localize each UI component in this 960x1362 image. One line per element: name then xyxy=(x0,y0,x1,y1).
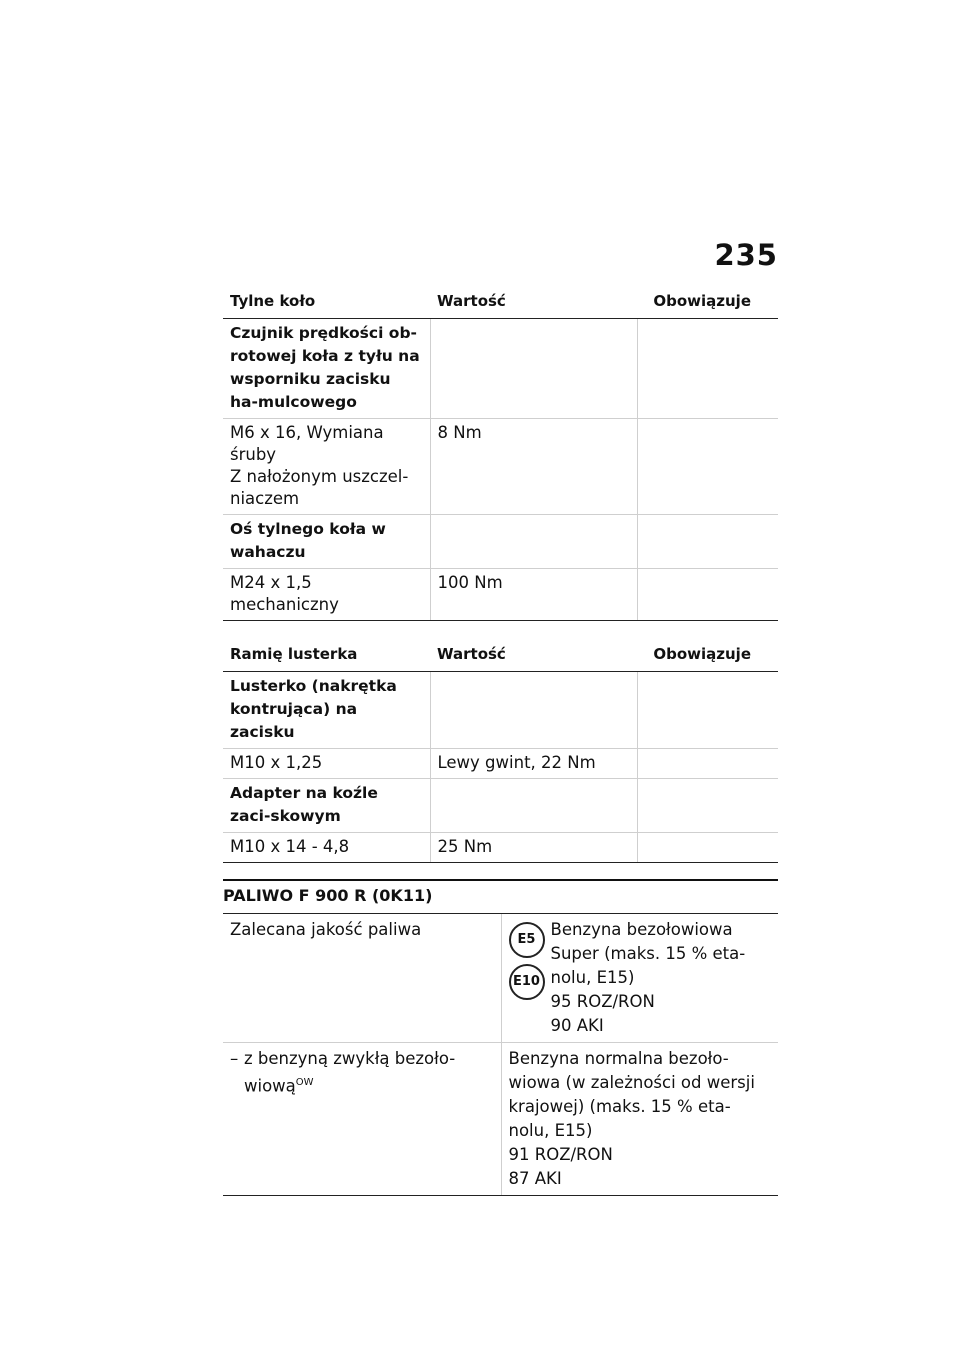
value-cell: 25 Nm xyxy=(430,833,637,863)
fuel-spec-line: nolu, E15) xyxy=(550,968,635,987)
group-label: Adapter na koźle zaci-skowym xyxy=(223,779,430,833)
applies-cell xyxy=(637,779,778,833)
table-row xyxy=(223,319,778,419)
spec-line: M6 x 16, Wymiana xyxy=(230,423,384,442)
spec-line: śruby xyxy=(230,445,277,464)
fuel-spec-line: Benzyna bezołowiowa xyxy=(550,920,733,939)
table-row xyxy=(223,515,778,569)
table-row xyxy=(223,833,778,863)
dash-bullet: – xyxy=(230,1049,239,1068)
value-cell xyxy=(430,515,637,569)
fuel-spec-line: nolu, E15) xyxy=(508,1121,593,1140)
footnote-marker: OW xyxy=(295,1077,314,1088)
applies-cell xyxy=(637,419,778,515)
table-row xyxy=(223,749,778,779)
fuel-label-cell xyxy=(223,1043,501,1196)
fuel-spec-line: 87 AKI xyxy=(508,1169,562,1188)
value-cell xyxy=(430,672,637,749)
spec-line: mechaniczny xyxy=(230,595,339,614)
fuel-spec-line: 91 ROZ/RON xyxy=(508,1145,613,1164)
fuel-label: Zalecana jakość paliwa xyxy=(223,914,501,1043)
fuel-spec-line: 95 ROZ/RON xyxy=(550,992,655,1011)
column-header: Tylne koło xyxy=(223,286,430,319)
table-row xyxy=(223,419,778,515)
spec-line: M24 x 1,5 xyxy=(230,573,312,592)
section-title: PALIWO F 900 R (0K11) xyxy=(223,879,778,913)
page-content xyxy=(223,286,778,1196)
fuel-value xyxy=(509,918,773,1038)
value-cell: 100 Nm xyxy=(430,569,637,621)
column-header: Obowiązuje xyxy=(637,639,778,672)
dash-list-item xyxy=(230,1047,495,1099)
fuel-spec-line: Super (maks. 15 % eta- xyxy=(550,944,746,963)
fuel-spec-line: Benzyna normalna bezoło- xyxy=(508,1049,729,1068)
applies-cell xyxy=(637,833,778,863)
fuel-spec-line: 90 AKI xyxy=(550,1016,604,1035)
fuel-spec-text xyxy=(551,918,746,1038)
rear-wheel-table xyxy=(223,286,778,621)
group-label: Lusterko (nakrętka kontrująca) na zacisku xyxy=(223,672,430,749)
spec-line: niaczem xyxy=(230,489,300,508)
table-row xyxy=(223,569,778,621)
column-header: Ramię lusterka xyxy=(223,639,430,672)
fuel-label-text: z benzyną zwykłą bezoło-wiową xyxy=(244,1049,456,1096)
value-cell xyxy=(430,779,637,833)
fuel-value-cell xyxy=(501,914,778,1043)
spec-cell: M10 x 14 - 4,8 xyxy=(223,833,430,863)
applies-cell xyxy=(637,515,778,569)
applies-cell xyxy=(637,672,778,749)
applies-cell xyxy=(637,319,778,419)
mirror-arm-table xyxy=(223,639,778,863)
e10-fuel-icon: E10 xyxy=(509,964,545,1000)
fuel-label xyxy=(244,1047,495,1099)
column-header: Obowiązuje xyxy=(637,286,778,319)
value-cell xyxy=(430,319,637,419)
e5-fuel-icon: E5 xyxy=(509,922,545,958)
spec-cell xyxy=(223,569,430,621)
fuel-badges xyxy=(509,918,545,1038)
table-row xyxy=(223,672,778,749)
spec-cell xyxy=(223,419,430,515)
column-header: Wartość xyxy=(430,286,637,319)
fuel-table xyxy=(223,913,778,1196)
spec-cell: M10 x 1,25 xyxy=(223,749,430,779)
table-row xyxy=(223,1043,778,1196)
table-row xyxy=(223,914,778,1043)
group-label: Oś tylnego koła w wahaczu xyxy=(223,515,430,569)
page-number: 235 xyxy=(714,238,778,272)
fuel-spec-line: krajowej) (maks. 15 % eta- xyxy=(508,1097,731,1116)
fuel-spec-line: wiowa (w zależności od wersji xyxy=(508,1073,755,1092)
table-row xyxy=(223,779,778,833)
table-header xyxy=(223,286,778,319)
table-header xyxy=(223,639,778,672)
value-cell: 8 Nm xyxy=(430,419,637,515)
spec-line: Z nałożonym uszczel- xyxy=(230,467,409,486)
spacer xyxy=(223,621,778,639)
fuel-value-cell xyxy=(501,1043,778,1196)
applies-cell xyxy=(637,569,778,621)
applies-cell xyxy=(637,749,778,779)
column-header: Wartość xyxy=(430,639,637,672)
value-cell: Lewy gwint, 22 Nm xyxy=(430,749,637,779)
group-label: Czujnik prędkości ob-rotowej koła z tyłu na wsporniku zacisku ha-mulcowego xyxy=(223,319,430,419)
